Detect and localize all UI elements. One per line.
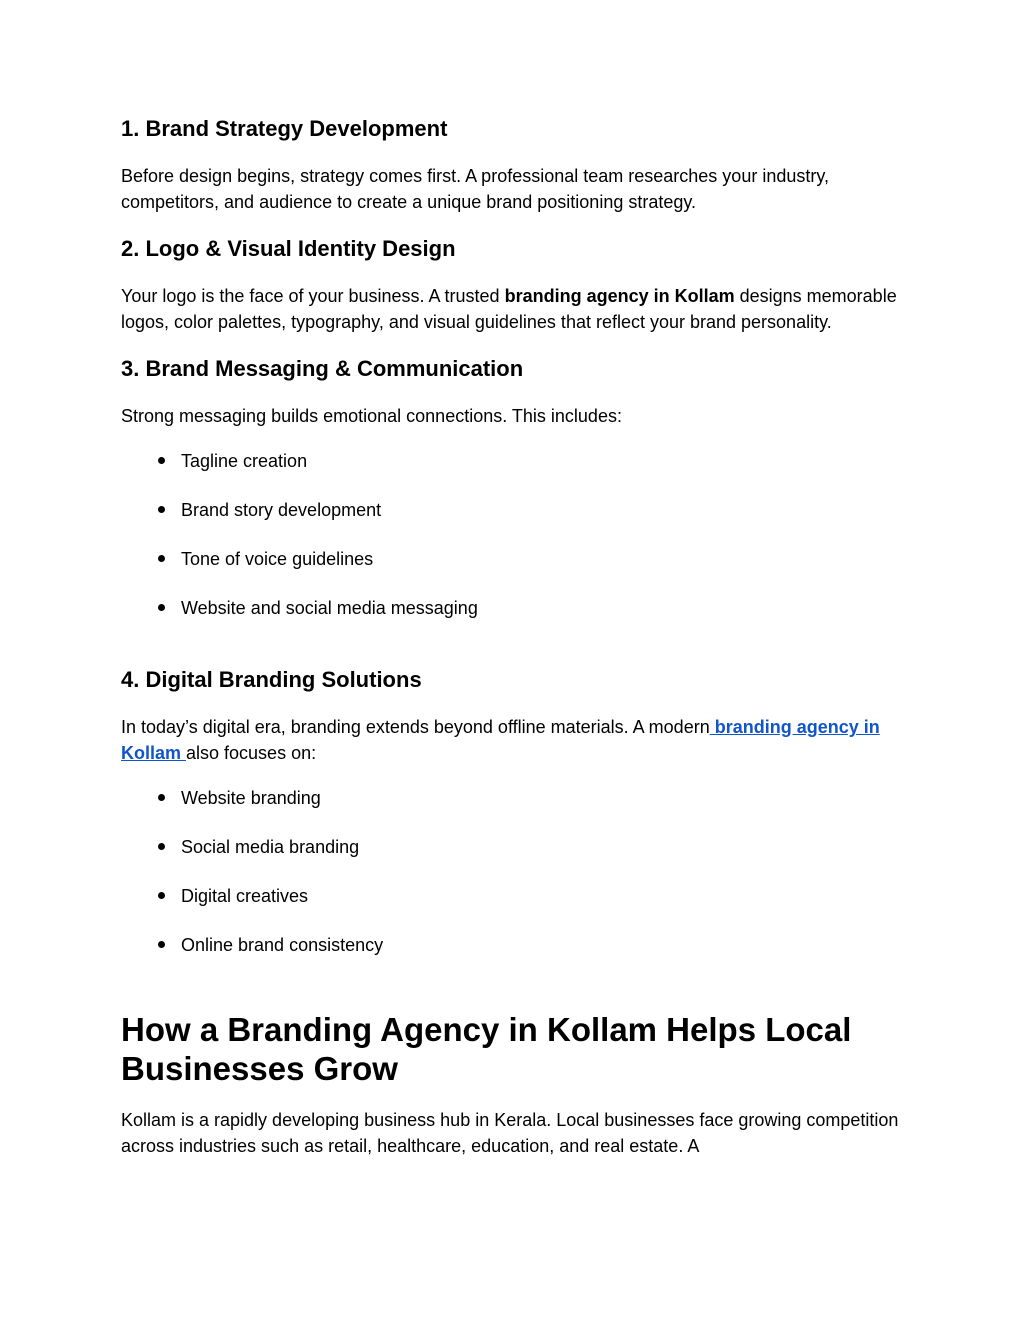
list-item-label: Website and social media messaging <box>181 598 478 618</box>
list-item-label: Tagline creation <box>181 451 308 471</box>
link-branding-agency-kollam[interactable]: branding agency in Kollam <box>121 717 880 763</box>
messaging-bullet-list <box>121 448 903 621</box>
paragraph-digital-branding-pre: In today’s digital era, branding extends beyond offline materials. A modern <box>121 717 710 737</box>
list-item-label: Tone of voice guidelines <box>181 549 374 569</box>
heading-brand-strategy-development: 1. Brand Strategy Development <box>121 116 448 141</box>
list-item <box>121 932 903 958</box>
bullet-icon <box>158 794 165 801</box>
paragraph-logo-design-pre: Your logo is the face of your business. A trusted <box>121 286 505 306</box>
heading-digital-branding-solutions: 4. Digital Branding Solutions <box>121 667 422 692</box>
bold-branding-agency-kollam: branding agency in Kollam <box>504 286 735 306</box>
paragraph-digital-branding <box>121 714 903 766</box>
list-item <box>121 546 903 572</box>
digital-branding-bullet-list <box>121 785 903 958</box>
list-item-label: Online brand consistency <box>181 935 384 955</box>
list-item <box>121 497 903 523</box>
bullet-icon <box>158 555 165 562</box>
bullet-icon <box>158 843 165 850</box>
bullet-icon <box>158 941 165 948</box>
list-item-label: Social media branding <box>181 837 360 857</box>
paragraph-kollam-business-hub: Kollam is a rapidly developing business hub in Kerala. Local businesses face growing competition across industries such as retail, healthcare, education, and real estate. A <box>121 1110 899 1156</box>
heading-brand-messaging: 3. Brand Messaging & Communication <box>121 356 524 381</box>
bullet-icon <box>158 892 165 899</box>
bullet-icon <box>158 604 165 611</box>
paragraph-logo-design <box>121 283 903 335</box>
paragraph-digital-branding-post: also focuses on: <box>186 743 317 763</box>
list-item-label: Brand story development <box>181 500 382 520</box>
list-item-label: Digital creatives <box>181 886 309 906</box>
paragraph-logo-design-post: designs memorable logos, color palettes, typography, and visual guidelines that reflect your brand personality. <box>121 286 897 332</box>
list-item <box>121 883 903 909</box>
list-item <box>121 834 903 860</box>
bullet-icon <box>158 506 165 513</box>
paragraph-messaging-intro: Strong messaging builds emotional connections. This includes: <box>121 406 622 426</box>
list-item <box>121 785 903 811</box>
list-item <box>121 448 903 474</box>
bullet-icon <box>158 457 165 464</box>
heading-how-branding-agency-helps: How a Branding Agency in Kollam Helps Local Businesses Grow <box>121 1011 852 1087</box>
heading-logo-visual-identity: 2. Logo & Visual Identity Design <box>121 236 456 261</box>
list-item <box>121 595 903 621</box>
paragraph-brand-strategy: Before design begins, strategy comes first. A professional team researches your industry, competitors, and audience to create a unique brand positioning strategy. <box>121 166 830 212</box>
list-item-label: Website branding <box>181 788 321 808</box>
